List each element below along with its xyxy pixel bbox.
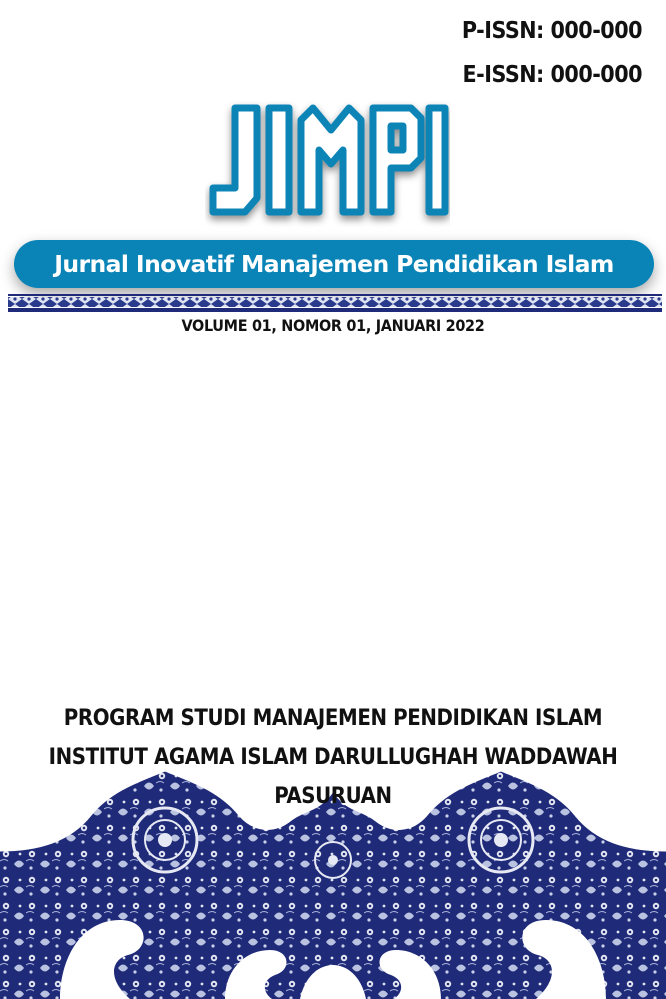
print-issn: P-ISSN: 000-000 [461, 18, 642, 44]
journal-title-banner [14, 240, 654, 288]
decorative-band [8, 294, 662, 312]
issue-label: VOLUME 01, NOMOR 01, JANUARI 2022 [181, 316, 485, 335]
institution-city: PASURUAN [274, 784, 392, 809]
electronic-issn: E-ISSN: 000-000 [462, 62, 642, 88]
jimpi-logo [205, 100, 450, 230]
study-program: PROGRAM STUDI MANAJEMEN PENDIDIKAN ISLAM [63, 706, 603, 731]
institution-name: INSTITUT AGAMA ISLAM DARULLUGHAH WADDAWAH [48, 745, 618, 770]
journal-title: Jurnal Inovatif Manajemen Pendidikan Islam [54, 250, 614, 278]
